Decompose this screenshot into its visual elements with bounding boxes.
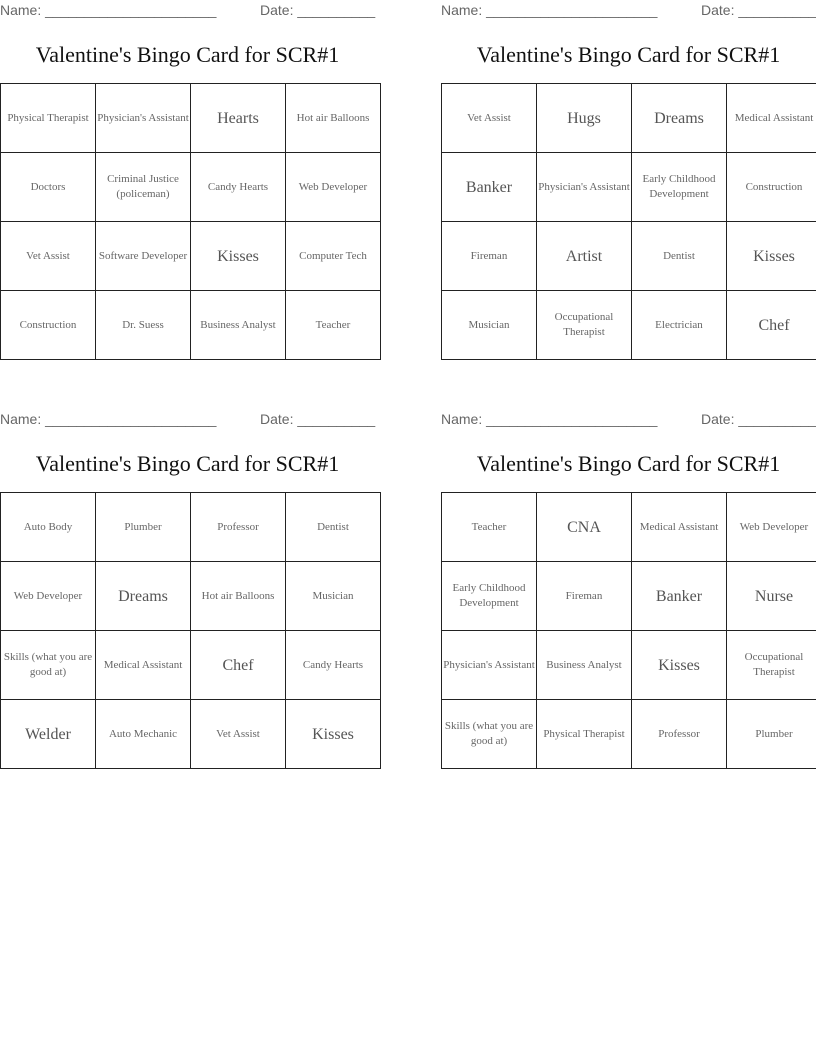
bingo-cell: Web Developer <box>286 153 381 222</box>
grid-row <box>442 562 816 631</box>
name-label: Name: ______________________ <box>441 411 658 427</box>
bingo-cell: Professor <box>191 493 286 562</box>
name-label: Name: ______________________ <box>0 411 217 427</box>
bingo-grid <box>0 83 381 360</box>
bingo-cell: Software Developer <box>96 222 191 291</box>
grid-row <box>442 291 816 360</box>
bingo-cell: Teacher <box>286 291 381 360</box>
bingo-cell: Musician <box>442 291 537 360</box>
bingo-cell: Professor <box>632 700 727 769</box>
bingo-cell: Occupational Therapist <box>537 291 632 360</box>
bingo-cell: Web Developer <box>1 562 96 631</box>
bingo-cell: Artist <box>537 222 632 291</box>
name-label: Name: ______________________ <box>0 2 217 18</box>
bingo-cell: Kisses <box>191 222 286 291</box>
bingo-cell: Early Childhood Development <box>632 153 727 222</box>
bingo-cell: Dr. Suess <box>96 291 191 360</box>
grid-row <box>1 562 381 631</box>
grid-row <box>1 493 381 562</box>
bingo-cell: Physical Therapist <box>1 84 96 153</box>
card-title: Valentine's Bingo Card for SCR#1 <box>476 42 781 67</box>
grid-row <box>442 700 816 769</box>
bingo-cell: Construction <box>1 291 96 360</box>
grid-row <box>1 291 381 360</box>
bingo-cell: Banker <box>632 562 727 631</box>
bingo-cell: Candy Hearts <box>286 631 381 700</box>
name-date-line <box>441 0 816 22</box>
name-date-line <box>0 409 375 431</box>
bingo-cell: Plumber <box>96 493 191 562</box>
card-title: Valentine's Bingo Card for SCR#1 <box>35 42 340 67</box>
bingo-cell: Kisses <box>286 700 381 769</box>
bingo-cell: Construction <box>727 153 816 222</box>
date-label: Date: __________ <box>701 411 816 427</box>
bingo-cell: Chef <box>191 631 286 700</box>
date-label: Date: __________ <box>260 2 376 18</box>
grid-row <box>1 153 381 222</box>
bingo-cell: Auto Body <box>1 493 96 562</box>
name-date-line <box>441 409 816 431</box>
bingo-cell: Skills (what you are good at) <box>1 631 96 700</box>
bingo-cell: Web Developer <box>727 493 816 562</box>
bingo-cell: Dentist <box>632 222 727 291</box>
bingo-grid <box>441 83 816 360</box>
bingo-cell: Physician's Assistant <box>537 153 632 222</box>
bingo-cell: Hearts <box>191 84 286 153</box>
bingo-cell: Musician <box>286 562 381 631</box>
bingo-cell: Occupational Therapist <box>727 631 816 700</box>
grid-row <box>442 153 816 222</box>
bingo-cell: Auto Mechanic <box>96 700 191 769</box>
grid-row <box>1 84 381 153</box>
bingo-cell: Business Analyst <box>537 631 632 700</box>
grid-row <box>1 700 381 769</box>
bingo-cell: Hugs <box>537 84 632 153</box>
bingo-cell: Hot air Balloons <box>286 84 381 153</box>
bingo-cell: Dreams <box>632 84 727 153</box>
bingo-cell: Chef <box>727 291 816 360</box>
bingo-grid <box>0 492 381 769</box>
bingo-cell: Fireman <box>537 562 632 631</box>
bingo-cell: Nurse <box>727 562 816 631</box>
date-label: Date: __________ <box>701 2 816 18</box>
grid-row <box>442 222 816 291</box>
card-title: Valentine's Bingo Card for SCR#1 <box>476 451 781 476</box>
bingo-cell: Hot air Balloons <box>191 562 286 631</box>
bingo-cell: Fireman <box>442 222 537 291</box>
bingo-cell: Medical Assistant <box>632 493 727 562</box>
bingo-cell: Dentist <box>286 493 381 562</box>
bingo-cell: Criminal Justice (policeman) <box>96 153 191 222</box>
bingo-cell: Medical Assistant <box>727 84 816 153</box>
grid-row <box>442 493 816 562</box>
bingo-cell: Physician's Assistant <box>442 631 537 700</box>
bingo-cell: Vet Assist <box>1 222 96 291</box>
name-label: Name: ______________________ <box>441 2 658 18</box>
grid-row <box>442 84 816 153</box>
card-title: Valentine's Bingo Card for SCR#1 <box>35 451 340 476</box>
bingo-cell: Physical Therapist <box>537 700 632 769</box>
bingo-cell: Kisses <box>727 222 816 291</box>
bingo-grid <box>441 492 816 769</box>
bingo-cell: Doctors <box>1 153 96 222</box>
bingo-cell: Dreams <box>96 562 191 631</box>
bingo-cell: Kisses <box>632 631 727 700</box>
grid-row <box>1 631 381 700</box>
bingo-cell: Plumber <box>727 700 816 769</box>
bingo-cell: Physician's Assistant <box>96 84 191 153</box>
bingo-cell: Business Analyst <box>191 291 286 360</box>
grid-row <box>442 631 816 700</box>
name-date-line <box>0 0 375 22</box>
bingo-cell: Electrician <box>632 291 727 360</box>
bingo-cell: Computer Tech <box>286 222 381 291</box>
bingo-cell: Teacher <box>442 493 537 562</box>
bingo-cell: CNA <box>537 493 632 562</box>
bingo-cell: Welder <box>1 700 96 769</box>
grid-row <box>1 222 381 291</box>
bingo-cell: Banker <box>442 153 537 222</box>
bingo-cell: Vet Assist <box>191 700 286 769</box>
bingo-cell: Skills (what you are good at) <box>442 700 537 769</box>
bingo-cell: Medical Assistant <box>96 631 191 700</box>
date-label: Date: __________ <box>260 411 376 427</box>
bingo-cell: Candy Hearts <box>191 153 286 222</box>
bingo-cell: Vet Assist <box>442 84 537 153</box>
bingo-cell: Early Childhood Development <box>442 562 537 631</box>
